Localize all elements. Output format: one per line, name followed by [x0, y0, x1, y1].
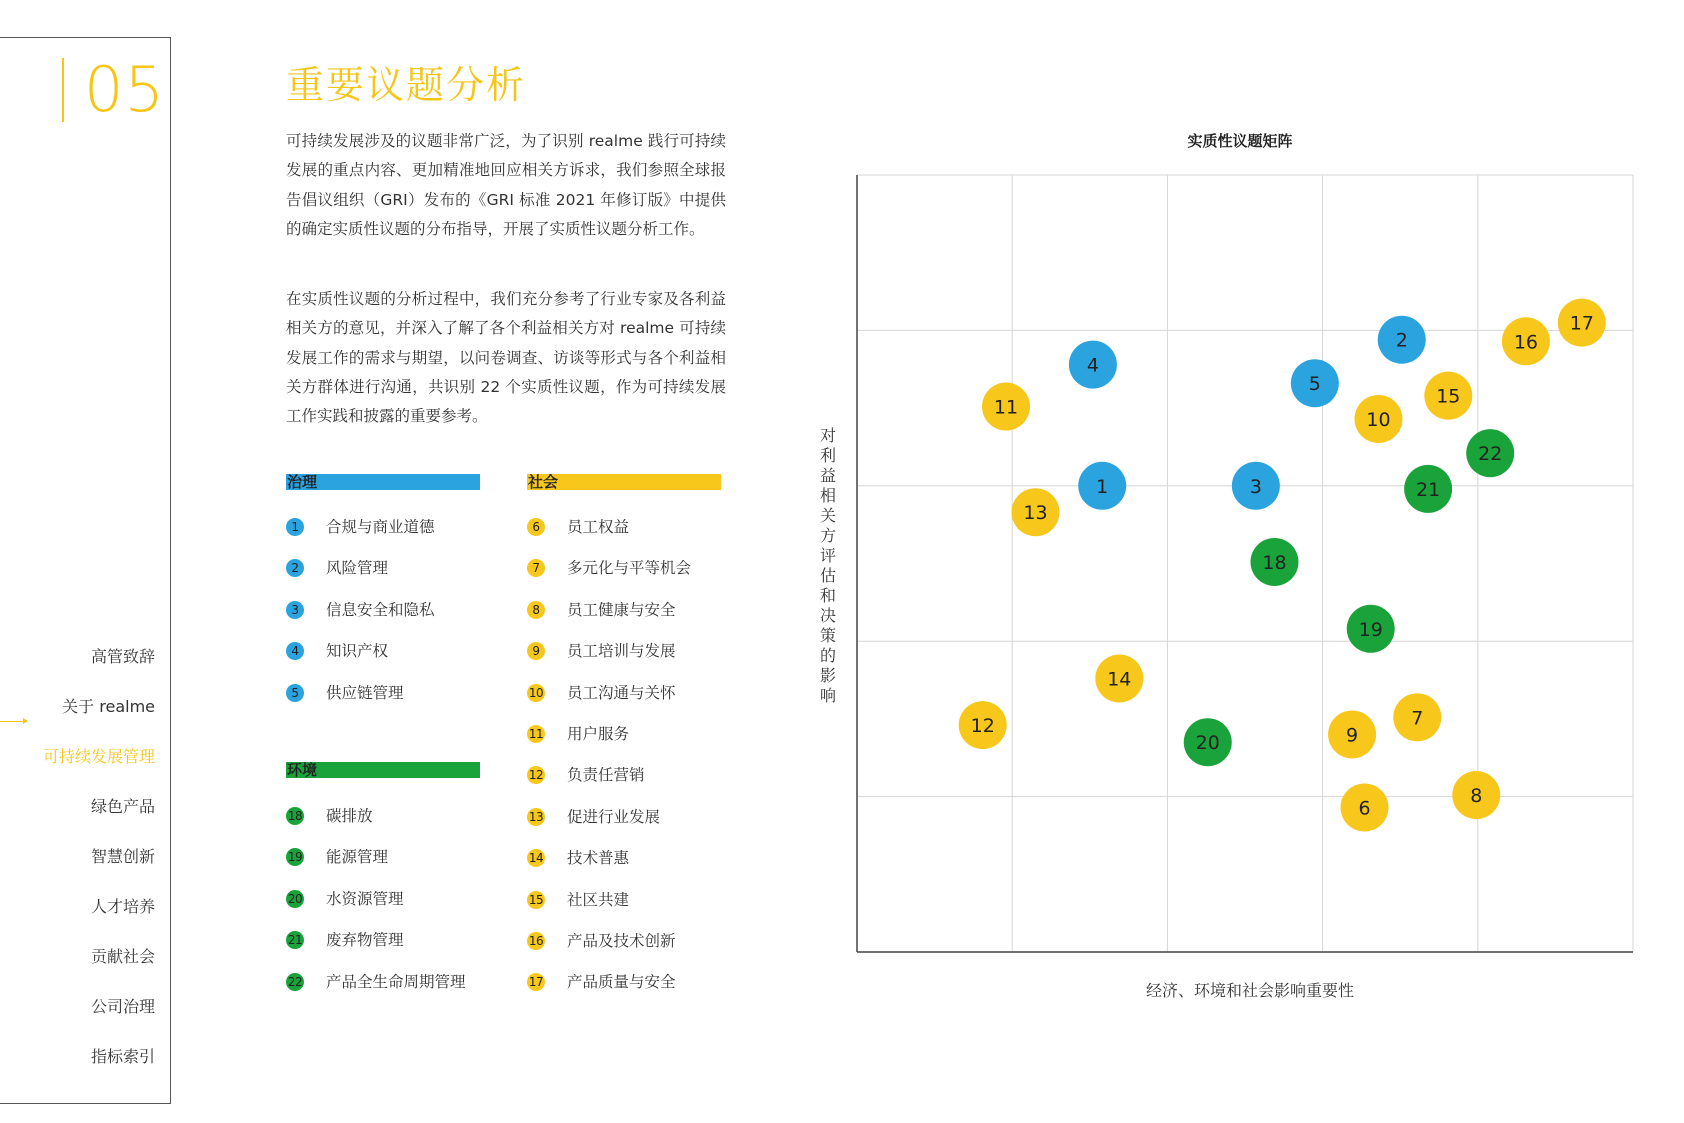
matrix-point-14	[1095, 654, 1143, 702]
intro-paragraph-2: 在实质性议题的分析过程中，我们充分参考了行业专家及各利益相关方的意见，并深入了解了各个利益相关方对 realme 可持续发展工作的需求与期望，以问卷调查、访谈等形式与各个利益相关方群体进行沟通，共识别 22 个实质性议题，作为可持续发展工作实践和披露的重要参考。	[286, 290, 726, 426]
category-header-label: 治理	[287, 473, 318, 491]
matrix-point-label: 11	[993, 396, 1019, 419]
legend-item-label: 水资源管理	[326, 889, 404, 908]
sidebar-nav-item[interactable]: 指标索引	[90, 1047, 155, 1066]
matrix-point-label: 10	[1366, 408, 1391, 431]
legend-number-badge: 1	[286, 518, 304, 536]
legend-number-badge: 21	[287, 933, 303, 948]
section-number: 05	[62, 58, 165, 122]
matrix-point-16	[1502, 317, 1550, 365]
matrix-point-label: 13	[1023, 502, 1048, 525]
matrix-point-12	[959, 701, 1007, 749]
legend-number-badge: 14	[528, 851, 544, 866]
matrix-point-label: 12	[970, 715, 995, 738]
matrix-point-label: 21	[1416, 478, 1441, 501]
matrix-point-13	[1011, 488, 1059, 536]
legend-item-label: 供应链管理	[326, 683, 404, 702]
matrix-point-label: 9	[1346, 724, 1359, 747]
chart-title: 实质性议题矩阵	[1187, 132, 1293, 150]
legend-item-label: 产品及技术创新	[567, 932, 676, 950]
legend-item-label: 产品全生命周期管理	[326, 972, 466, 991]
matrix-point-label: 16	[1513, 331, 1539, 354]
matrix-point-label: 17	[1569, 312, 1594, 335]
chart-x-axis-label: 经济、环境和社会影响重要性	[1145, 981, 1354, 1000]
intro-paragraph-1: 可持续发展涉及的议题非常广泛，为了识别 realme 践行可持续发展的重点内容、更加精准地回应相关方诉求，我们参照全球报告倡议组织（GRI）发布的《GRI 标准 2021 年修订版》中提供的确定实质性议题的分布指导，开展了实质性议题分析工作。	[286, 132, 726, 238]
legend-item-label: 多元化与平等机会	[567, 559, 692, 578]
matrix-point-4	[1069, 341, 1117, 389]
matrix-point-label: 8	[1470, 785, 1483, 808]
matrix-point-label: 4	[1086, 354, 1099, 377]
legend-number-badge: 6	[527, 518, 545, 536]
legend-item-label: 碳排放	[326, 807, 373, 825]
legend-number-badge: 5	[286, 684, 304, 702]
legend-item-label: 风险管理	[326, 559, 389, 578]
legend-number-badge: 16	[528, 934, 544, 948]
legend-number-badge: 13	[528, 809, 544, 824]
matrix-point-label: 19	[1358, 618, 1383, 641]
legend-number-badge: 10	[528, 685, 544, 700]
legend-item-label: 产品质量与安全	[567, 973, 676, 992]
matrix-point-21	[1404, 465, 1452, 513]
page-title: 重要议题分析	[286, 63, 527, 107]
matrix-point-3	[1232, 462, 1280, 510]
matrix-point-label: 15	[1436, 385, 1461, 408]
legend-number-badge: 17	[528, 975, 544, 990]
legend-number-badge: 20	[287, 891, 303, 906]
matrix-point-20	[1184, 718, 1232, 766]
legend-item-label: 社区共建	[567, 890, 630, 909]
legend-number-badge: 4	[286, 642, 304, 660]
legend-number-badge: 8	[527, 601, 545, 619]
sidebar-nav-item[interactable]: 绿色产品	[90, 797, 155, 816]
sidebar-nav-item[interactable]: 高管致辞	[90, 647, 155, 666]
matrix-point-18	[1250, 538, 1298, 586]
legend-item-label: 员工权益	[567, 518, 630, 536]
legend-item-label: 能源管理	[326, 848, 389, 867]
matrix-point-label: 14	[1107, 668, 1132, 691]
legend-number-badge: 22	[287, 974, 303, 989]
matrix-point-label: 18	[1262, 551, 1287, 574]
chart-y-axis-label: 对利益相关方评估和决策的影响	[819, 426, 836, 705]
legend-number-badge: 9	[527, 642, 545, 660]
legend-item-label: 促进行业发展	[567, 807, 661, 826]
matrix-point-label: 22	[1478, 443, 1503, 466]
sidebar-nav-item[interactable]: 关于 realme	[62, 697, 155, 716]
sidebar-nav-item[interactable]: 智慧创新	[90, 847, 155, 866]
matrix-point-10	[1354, 395, 1402, 443]
matrix-point-22	[1466, 429, 1514, 477]
legend-item-label: 员工健康与安全	[567, 600, 676, 619]
legend-item-label: 员工沟通与关怀	[567, 683, 676, 702]
matrix-point-label: 3	[1249, 475, 1262, 498]
matrix-point-6	[1341, 783, 1389, 831]
sidebar-nav-item[interactable]: 贡献社会	[90, 947, 155, 966]
matrix-point-1	[1078, 462, 1126, 510]
matrix-point-17	[1558, 299, 1606, 347]
matrix-point-label: 6	[1358, 797, 1371, 820]
legend-number-badge: 19	[287, 850, 303, 865]
legend-number-badge: 18	[287, 809, 303, 823]
legend-number-badge: 3	[286, 601, 304, 619]
legend-number-badge: 11	[528, 727, 544, 741]
matrix-point-8	[1452, 771, 1500, 819]
matrix-point-7	[1393, 693, 1441, 741]
legend-item-label: 知识产权	[326, 642, 389, 661]
legend-item-label: 用户服务	[567, 725, 630, 743]
legend-item-label: 废弃物管理	[326, 931, 404, 950]
matrix-point-label: 5	[1308, 373, 1321, 396]
legend-number-badge: 2	[286, 559, 304, 577]
matrix-point-label: 7	[1411, 707, 1424, 730]
legend-number-badge: 7	[527, 559, 545, 577]
legend-number-badge: 12	[528, 768, 544, 783]
legend-item-label: 负责任营销	[567, 766, 645, 785]
matrix-point-label: 20	[1195, 732, 1220, 755]
sidebar-nav-item[interactable]: 公司治理	[90, 997, 155, 1016]
matrix-point-15	[1424, 372, 1472, 420]
legend-number-badge: 15	[528, 892, 544, 907]
category-header-label: 环境	[287, 761, 318, 779]
matrix-point-2	[1378, 316, 1426, 364]
legend-item-label: 员工培训与发展	[567, 642, 676, 661]
sidebar-nav-item[interactable]: 人才培养	[90, 897, 155, 916]
category-header-label: 社会	[528, 473, 559, 491]
legend-item-label: 合规与商业道德	[326, 518, 435, 536]
legend-item-label: 技术普惠	[567, 849, 630, 868]
matrix-point-label: 2	[1395, 329, 1408, 352]
legend-item-label: 信息安全和隐私	[326, 600, 435, 619]
matrix-point-5	[1291, 359, 1339, 407]
matrix-point-9	[1328, 710, 1376, 758]
matrix-point-19	[1347, 605, 1395, 653]
matrix-point-11	[982, 383, 1030, 431]
sidebar-nav-item[interactable]: 可持续发展管理	[42, 747, 155, 766]
matrix-point-label: 1	[1096, 475, 1109, 498]
